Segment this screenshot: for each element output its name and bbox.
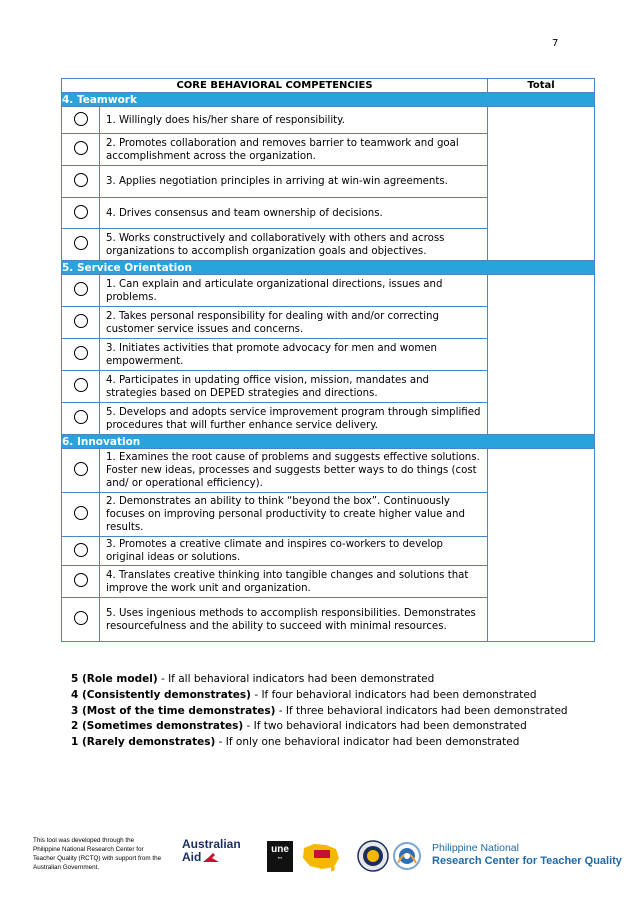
radio-button[interactable] bbox=[74, 346, 88, 360]
section-title: 4. Teamwork bbox=[62, 93, 595, 107]
competency-row bbox=[62, 449, 595, 493]
competency-text: 4. Participates in updating office vision, mission, mandates and strategies based on DEPED strategies and directions. bbox=[100, 371, 488, 403]
legend-label: 1 (Rarely demonstrates) bbox=[71, 736, 216, 749]
deped-seal-icon bbox=[357, 840, 389, 872]
total-cell[interactable] bbox=[488, 275, 595, 435]
competency-text: 2. Promotes collaboration and removes barrier to teamwork and goal accomplishment across the organization. bbox=[100, 134, 488, 166]
radio-cell bbox=[62, 493, 100, 537]
pnrc-logo-text bbox=[432, 842, 622, 868]
radio-cell bbox=[62, 166, 100, 198]
radio-cell bbox=[62, 134, 100, 166]
competency-text: 4. Translates creative thinking into tangible changes and solutions that improve the work unit and organization. bbox=[100, 566, 488, 598]
simerr-logo bbox=[300, 840, 342, 872]
radio-cell bbox=[62, 566, 100, 598]
radio-button[interactable] bbox=[74, 410, 88, 424]
legend-label: 4 (Consistently demonstrates) bbox=[71, 688, 251, 701]
header-title: CORE BEHAVIORAL COMPETENCIES bbox=[62, 79, 488, 93]
radio-cell bbox=[62, 307, 100, 339]
aus-aid-text-1: Australian bbox=[182, 837, 241, 851]
une-label: une bbox=[271, 844, 289, 855]
legend-description: - If two behavioral indicators had been demonstrated bbox=[243, 720, 527, 733]
radio-button[interactable] bbox=[74, 506, 88, 520]
legend-description: - If all behavioral indicators had been demonstrated bbox=[157, 673, 435, 685]
rating-legend bbox=[71, 672, 568, 751]
legend-item bbox=[71, 688, 568, 704]
competency-text: 3. Applies negotiation principles in arriving at win-win agreements. bbox=[100, 166, 488, 198]
header-total: Total bbox=[488, 79, 595, 93]
radio-cell bbox=[62, 275, 100, 307]
legend-description: - If four behavioral indicators had been demonstrated bbox=[250, 688, 537, 701]
section-title: 5. Service Orientation bbox=[62, 261, 595, 275]
radio-button[interactable] bbox=[74, 462, 88, 476]
legend-label: 5 (Role model) bbox=[71, 673, 158, 685]
competency-text: 4. Drives consensus and team ownership of decisions. bbox=[100, 198, 488, 229]
radio-cell bbox=[62, 537, 100, 566]
legend-item bbox=[71, 719, 568, 735]
radio-button[interactable] bbox=[74, 173, 88, 187]
page-number: 7 bbox=[552, 38, 559, 49]
section-header-row bbox=[62, 93, 595, 107]
radio-button[interactable] bbox=[74, 573, 88, 587]
competency-text: 3. Initiates activities that promote advocacy for men and women empowerment. bbox=[100, 339, 488, 371]
radio-cell bbox=[62, 107, 100, 134]
radio-cell bbox=[62, 598, 100, 642]
section-title: 6. Innovation bbox=[62, 435, 595, 449]
section-header-row bbox=[62, 261, 595, 275]
radio-button[interactable] bbox=[74, 282, 88, 296]
competency-text: 5. Uses ingenious methods to accomplish responsibilities. Demonstrates resourcefulness and the ability to succeed with minimal resources. bbox=[100, 598, 488, 642]
radio-button[interactable] bbox=[74, 205, 88, 219]
competency-text: 5. Develops and adopts service improvement program through simplified procedures that will further enhance service delivery. bbox=[100, 403, 488, 435]
radio-cell bbox=[62, 198, 100, 229]
radio-button[interactable] bbox=[74, 611, 88, 625]
competency-row bbox=[62, 107, 595, 134]
competency-text: 1. Examines the root cause of problems and suggests effective solutions. Foster new ideas, processes and suggests better ways to do things (cost and/ or operational efficiency). bbox=[100, 449, 488, 493]
competency-table bbox=[61, 78, 595, 642]
rctq-logo-icon bbox=[392, 841, 422, 871]
legend-item bbox=[71, 704, 568, 720]
kangaroo-icon bbox=[201, 851, 223, 864]
total-cell[interactable] bbox=[488, 107, 595, 261]
section-header-row bbox=[62, 435, 595, 449]
competency-text: 2. Demonstrates an ability to think “beyond the box”. Continuously focuses on improving personal productivity to create higher value and results. bbox=[100, 493, 488, 537]
radio-cell bbox=[62, 371, 100, 403]
competency-row bbox=[62, 275, 595, 307]
radio-button[interactable] bbox=[74, 314, 88, 328]
radio-cell bbox=[62, 229, 100, 261]
australian-aid-logo bbox=[182, 838, 241, 864]
radio-cell bbox=[62, 339, 100, 371]
table-header-row bbox=[62, 79, 595, 93]
radio-button[interactable] bbox=[74, 112, 88, 126]
radio-button[interactable] bbox=[74, 543, 88, 557]
radio-button[interactable] bbox=[74, 236, 88, 250]
total-cell[interactable] bbox=[488, 449, 595, 642]
legend-description: - If only one behavioral indicator had been demonstrated bbox=[215, 736, 520, 749]
radio-button[interactable] bbox=[74, 141, 88, 155]
competency-text: 5. Works constructively and collaboratively with others and across organizations to accomplish organization goals and objectives. bbox=[100, 229, 488, 261]
radio-cell bbox=[62, 403, 100, 435]
radio-button[interactable] bbox=[74, 378, 88, 392]
legend-label: 2 (Sometimes demonstrates) bbox=[71, 720, 244, 733]
competency-text: 1. Can explain and articulate organizational directions, issues and problems. bbox=[100, 275, 488, 307]
radio-cell bbox=[62, 449, 100, 493]
aus-aid-text-2: Aid bbox=[182, 850, 202, 864]
legend-description: - If three behavioral indicators had been demonstrated bbox=[275, 704, 568, 717]
pnrc-line-2: Research Center for Teacher Quality bbox=[432, 855, 622, 867]
competency-text: 1. Willingly does his/her share of responsibility. bbox=[100, 107, 488, 134]
competency-text: 3. Promotes a creative climate and inspires co-workers to develop original ideas or solutions. bbox=[100, 537, 488, 566]
une-logo: une ▪▪▪ bbox=[267, 841, 293, 872]
footer-note: This tool was developed through the Philippine National Research Center for Teacher Quality (RCTQ) with support from the Australian Government. bbox=[33, 837, 162, 871]
legend-label: 3 (Most of the time demonstrates) bbox=[71, 704, 276, 717]
legend-item bbox=[71, 672, 568, 688]
legend-item bbox=[71, 735, 568, 751]
pnrc-line-1: Philippine National bbox=[432, 842, 519, 854]
competency-text: 2. Takes personal responsibility for dealing with and/or correcting customer service issues and concerns. bbox=[100, 307, 488, 339]
